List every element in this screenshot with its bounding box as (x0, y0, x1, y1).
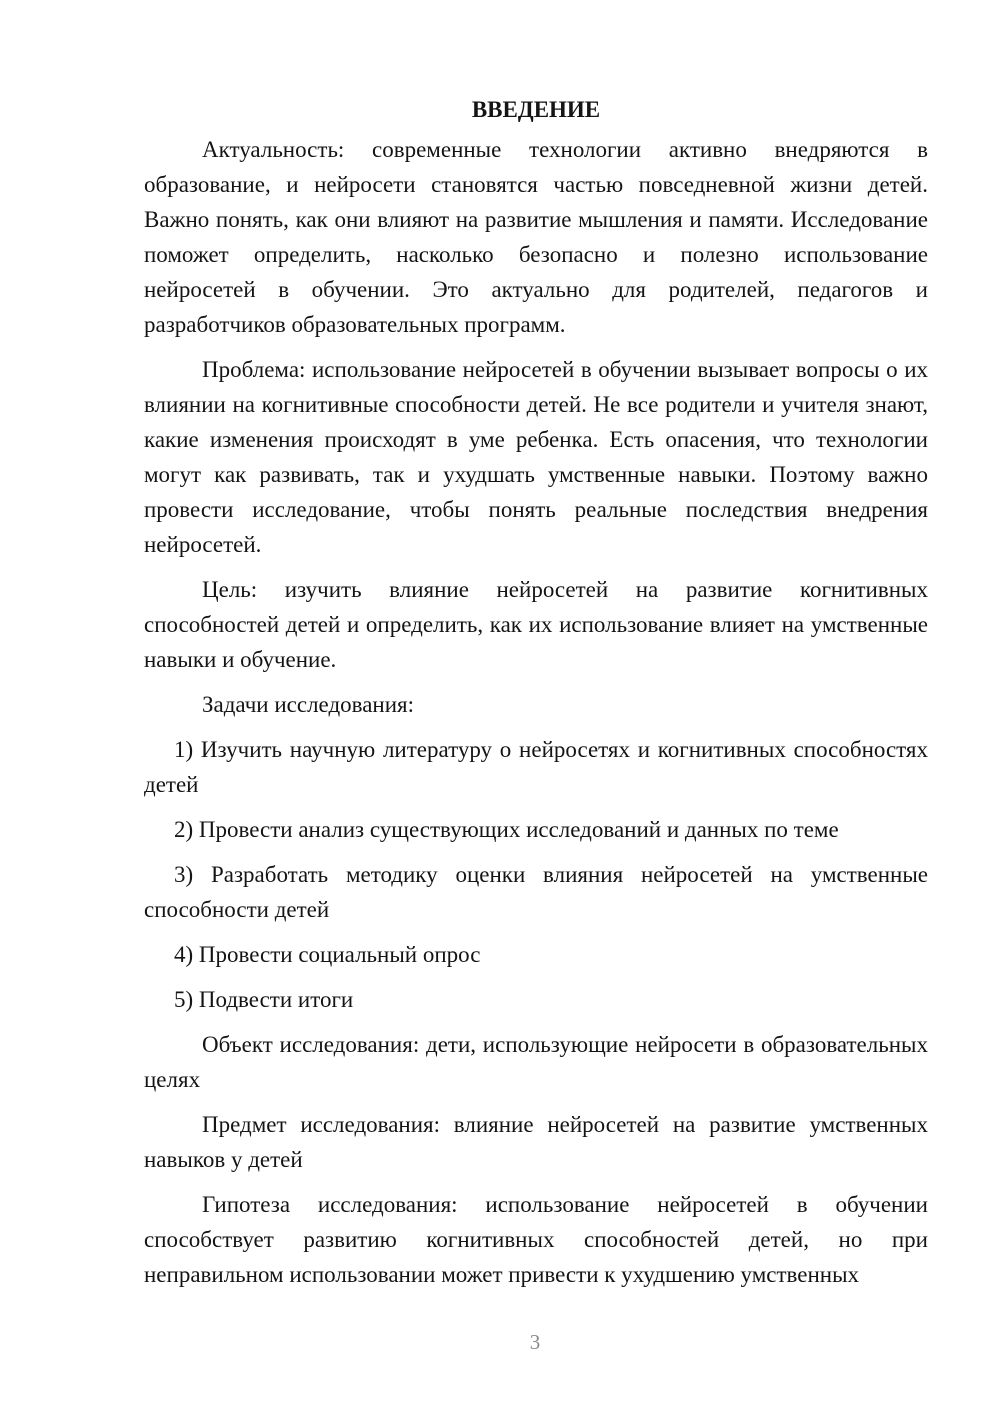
paragraph-object: Объект исследования: дети, использующие нейросети в образовательных целях (144, 1032, 928, 1092)
section-title: ВВЕДЕНИЕ (471, 97, 601, 122)
paragraph-hypothesis: Гипотеза исследования: использование нейросетей в обучении способствует развитию когнитивных способностей детей, но при неправильном использовании может привести к ухудшению умственных (144, 1192, 928, 1287)
task-item-3: 3) Разработать методику оценки влияния нейросетей на умственные способности детей (144, 862, 928, 922)
document-page (144, 92, 928, 1302)
page-number: 3 (529, 1330, 541, 1354)
paragraph-relevance: Актуальность: современные технологии активно внедряются в образование, и нейросети становятся частью повседневной жизни детей. Важно понять, как они влияют на развитие мышления и памяти. Исследование поможет определить, насколько безопасно и полезно использование нейросетей в обучении. Это актуально для родителей, педагогов и разработчиков образовательных программ. (144, 137, 928, 337)
task-item-2: 2) Провести анализ существующих исследований и данных по теме (174, 817, 839, 842)
task-item-5: 5) Подвести итоги (174, 987, 354, 1012)
task-item-1: 1) Изучить научную литературу о нейросетях и когнитивных способностях детей (144, 737, 928, 797)
paragraph-subject: Предмет исследования: влияние нейросетей на развитие умственных навыков у детей (144, 1112, 928, 1172)
task-item-4: 4) Провести социальный опрос (174, 942, 481, 967)
paragraph-problem: Проблема: использование нейросетей в обучении вызывает вопросы о их влиянии на когнитивные способности детей. Не все родители и учителя знают, какие изменения происходят в уме ребенка. Есть опасения, что технологии могут как развивать, так и ухудшать умственные навыки. Поэтому важно провести исследование, чтобы понять реальные последствия внедрения нейросетей. (144, 357, 928, 557)
paragraph-goal: Цель: изучить влияние нейросетей на развитие когнитивных способностей детей и определить, как их использование влияет на умственные навыки и обучение. (144, 577, 928, 672)
paragraph-tasks-heading: Задачи исследования: (202, 692, 415, 717)
